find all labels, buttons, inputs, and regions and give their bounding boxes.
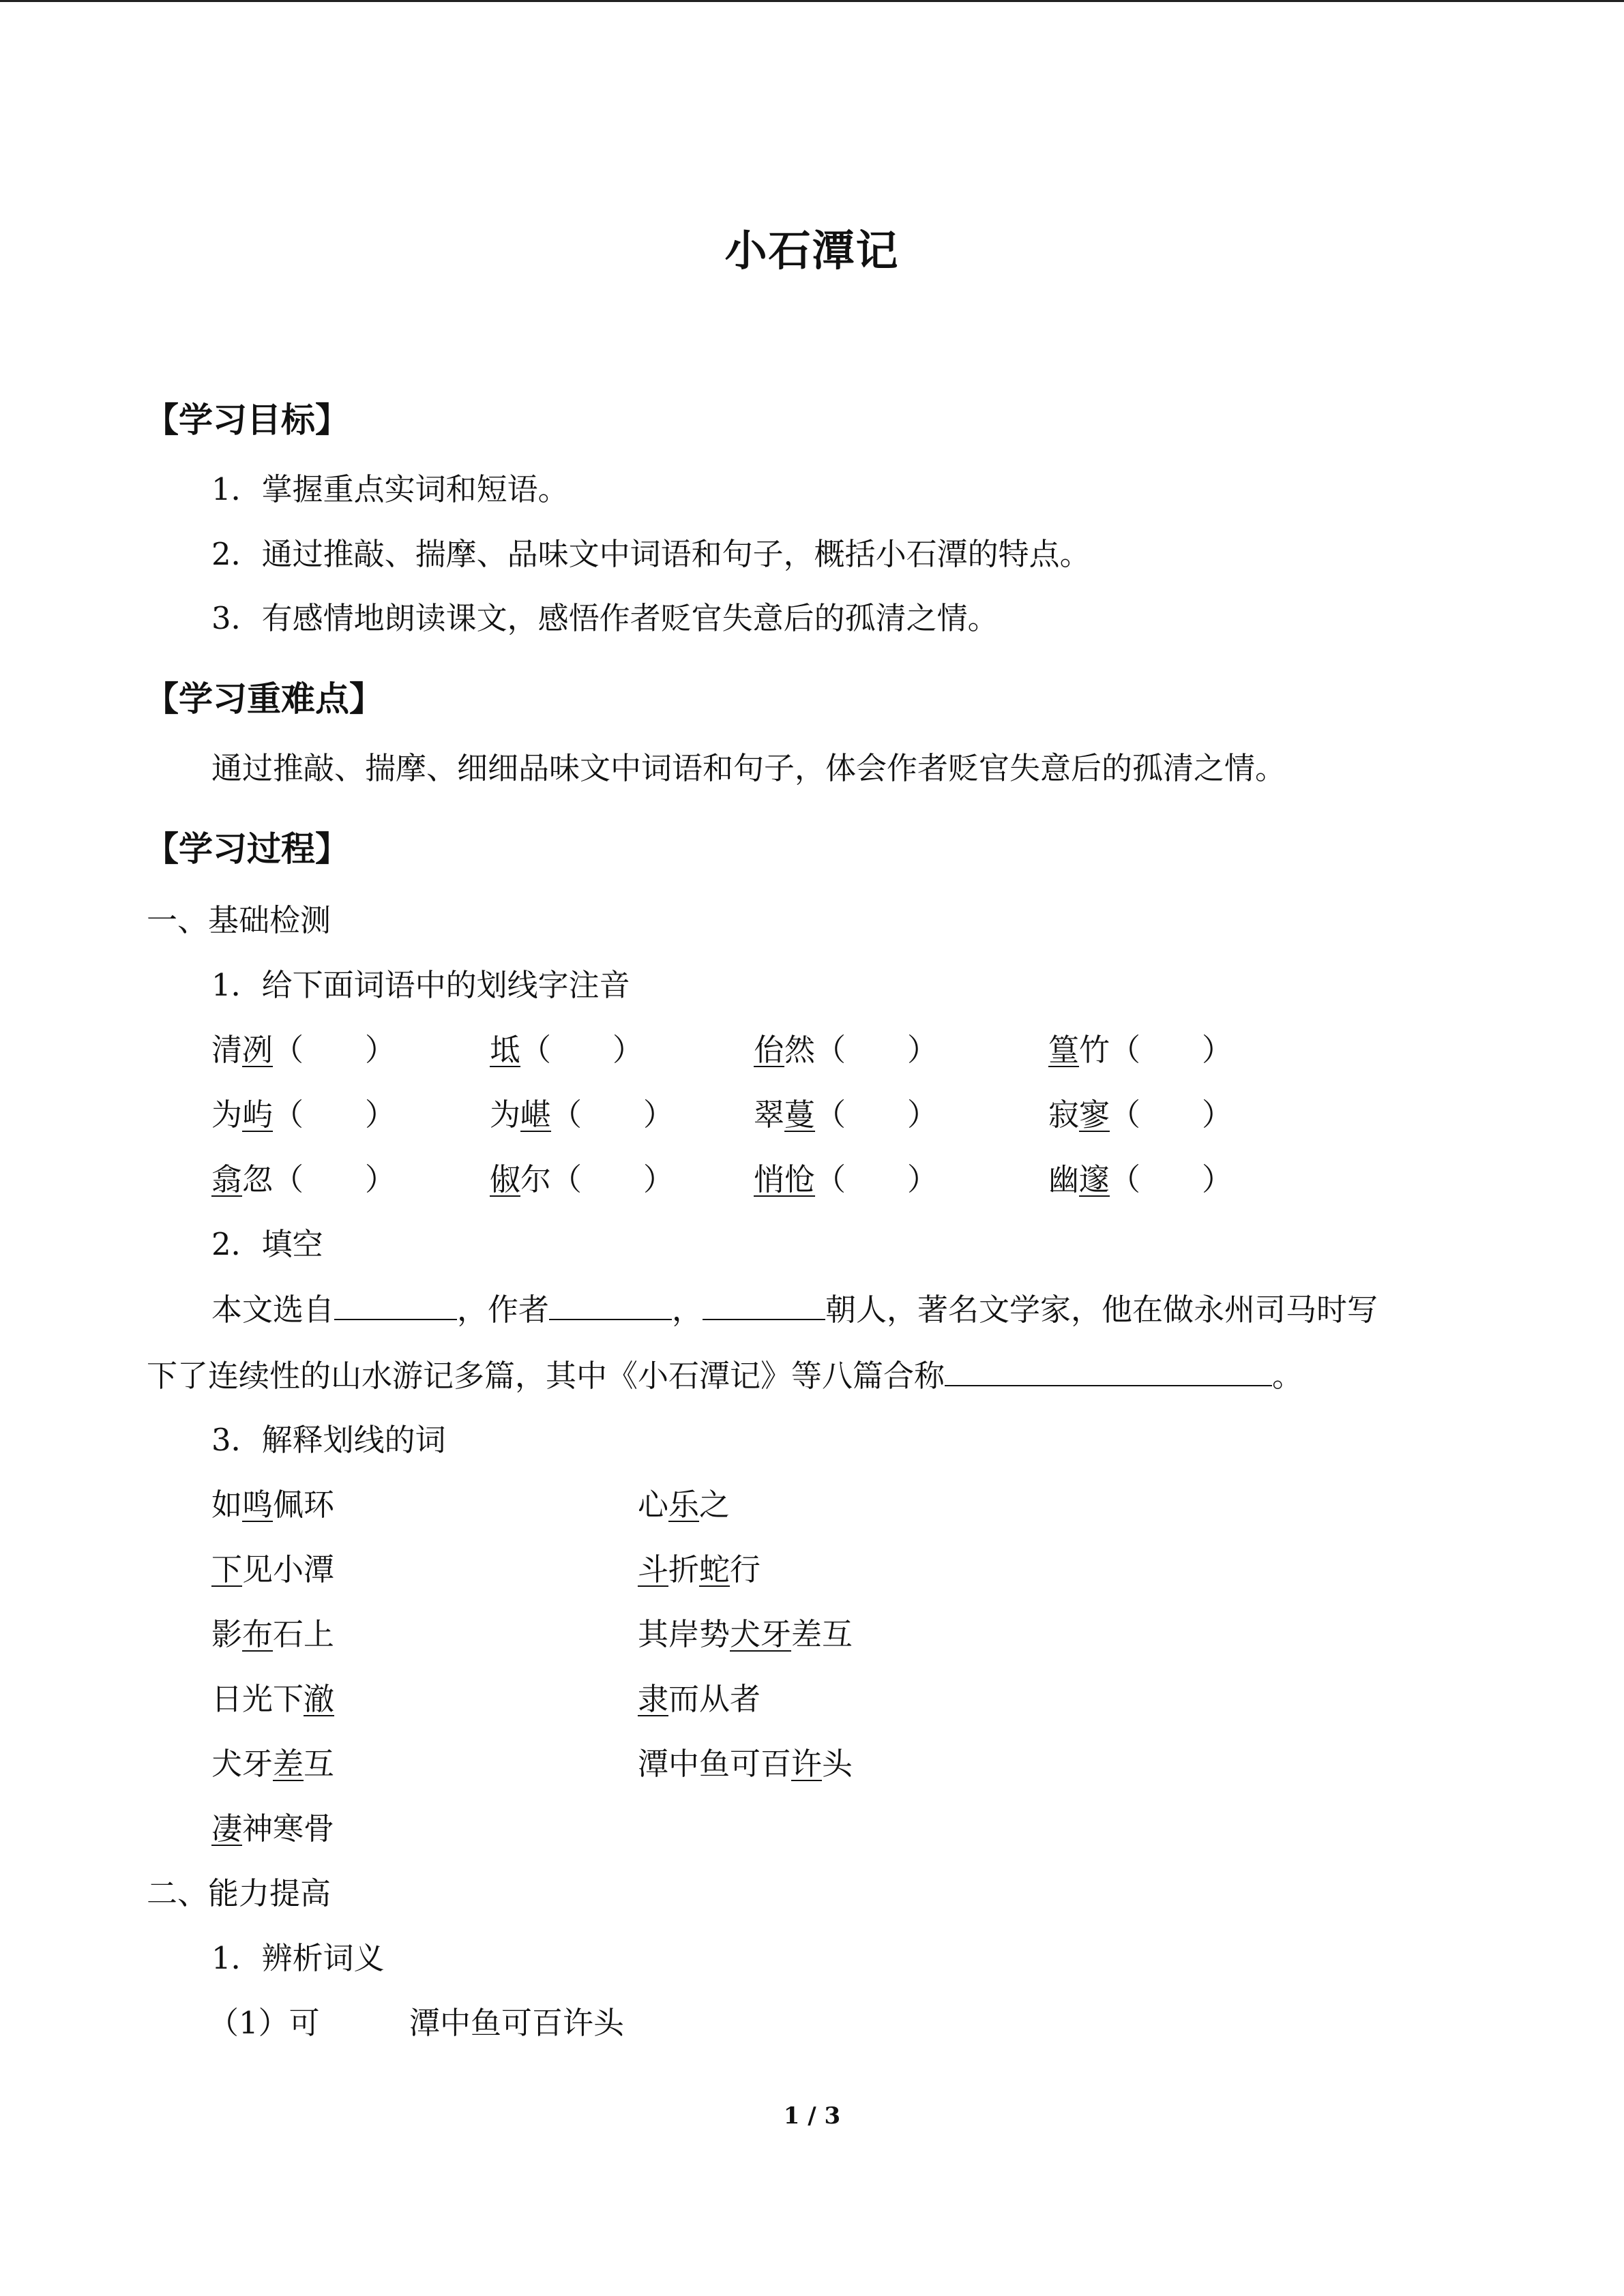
blank-dynasty[interactable] <box>703 1289 825 1320</box>
phrase-text: 差互 <box>791 1616 853 1652</box>
underlined-word: 凄 <box>211 1810 243 1847</box>
phrase-text: 日光下 <box>211 1681 304 1717</box>
goal-item-3: 3．有感情地朗读课文，感悟作者贬官失意后的孤清之情。 <box>211 600 999 636</box>
underlined-word: 澈 <box>304 1681 335 1717</box>
answer-parentheses[interactable]: （ ） <box>520 1032 644 1068</box>
underlined-char: 篁 <box>1048 1032 1080 1068</box>
blank-source[interactable] <box>334 1289 457 1320</box>
question-4-1-text: 潭中鱼可百许头 <box>409 2005 625 2041</box>
pinyin-item <box>211 1159 396 1200</box>
top-border-line <box>0 0 1624 2</box>
underlined-word: 蛇 <box>699 1551 730 1587</box>
underlined-char: 俶 <box>490 1161 521 1197</box>
answer-parentheses[interactable]: （ ） <box>815 1097 939 1133</box>
word-text: 寂 <box>1048 1097 1080 1133</box>
underlined-char: 屿 <box>242 1097 274 1133</box>
answer-parentheses[interactable]: （ ） <box>815 1161 939 1197</box>
explain-phrase <box>638 1679 761 1720</box>
phrase-text: 头 <box>822 1746 853 1782</box>
pinyin-item <box>754 1030 938 1071</box>
underlined-word: 布 <box>242 1616 274 1652</box>
answer-parentheses[interactable]: （ ） <box>273 1161 396 1197</box>
underlined-word: 鸣 <box>242 1487 274 1523</box>
explain-phrase <box>211 1614 334 1655</box>
phrase-text: 佩环 <box>273 1487 335 1523</box>
answer-parentheses[interactable]: （ ） <box>551 1097 675 1133</box>
fill-text: 下了连续性的山水游记多篇，其中《小石潭记》等八篇合称 <box>147 1358 945 1394</box>
underlined-char: 嵁 <box>520 1097 552 1133</box>
fill-text: 本文选自 <box>211 1292 335 1328</box>
phrase-text: 犬牙 <box>211 1746 274 1782</box>
answer-parentheses[interactable]: （ ） <box>273 1097 396 1133</box>
word-text: 为 <box>490 1097 521 1133</box>
pinyin-item <box>754 1094 938 1135</box>
section-1-title: 一、基础检测 <box>147 902 331 938</box>
underlined-char: 蔓 <box>784 1097 816 1133</box>
explain-phrase <box>638 1485 730 1525</box>
explain-phrase <box>638 1549 761 1590</box>
fill-line-2 <box>147 1355 1303 1397</box>
underlined-char: 坻 <box>490 1032 521 1068</box>
goal-item-2: 2．通过推敲、揣摩、品味文中词语和句子，概括小石潭的特点。 <box>211 536 1091 572</box>
pinyin-item <box>211 1030 396 1071</box>
pinyin-item <box>1048 1094 1232 1135</box>
key-points-heading: 【学习重难点】 <box>145 679 383 719</box>
word-text: 竹 <box>1079 1032 1110 1068</box>
explain-phrase <box>211 1549 334 1590</box>
pinyin-item <box>490 1030 643 1071</box>
phrase-text: 互 <box>304 1746 335 1782</box>
page-title: 小石潭记 <box>724 226 900 275</box>
page-number: 1 / 3 <box>783 2102 841 2130</box>
word-text: 尔 <box>520 1161 552 1197</box>
underlined-char: 佁 <box>754 1032 785 1068</box>
fill-text: ， <box>672 1292 703 1328</box>
underlined-char: 悄怆 <box>754 1161 816 1197</box>
fill-text: 朝人，著名文学家，他在做永州司马时写 <box>825 1292 1378 1328</box>
phrase-text: 如 <box>211 1487 243 1523</box>
pinyin-item <box>1048 1030 1232 1071</box>
phrase-text: 而从者 <box>668 1681 761 1717</box>
answer-parentheses[interactable]: （ ） <box>1110 1032 1233 1068</box>
underlined-word: 斗 <box>638 1551 669 1587</box>
word-text: 然 <box>784 1032 816 1068</box>
phrase-text: 心 <box>638 1487 669 1523</box>
underlined-word: 乐 <box>668 1487 700 1523</box>
explain-phrase <box>638 1614 853 1655</box>
question-3-title: 3．解释划线的词 <box>211 1422 446 1458</box>
underlined-char: 寥 <box>1079 1097 1110 1133</box>
phrase-text: 其岸势 <box>638 1616 730 1652</box>
phrase-text: 之 <box>699 1487 730 1523</box>
explain-phrase <box>211 1744 334 1785</box>
blank-collection-name[interactable] <box>945 1355 1272 1386</box>
underlined-word: 犬牙 <box>730 1616 792 1652</box>
phrase-text: 影 <box>211 1616 243 1652</box>
question-4-1-label: （1）可 <box>208 2005 320 2041</box>
word-text: 清 <box>211 1032 243 1068</box>
answer-parentheses[interactable]: （ ） <box>273 1032 396 1068</box>
underlined-char: 冽 <box>242 1032 274 1068</box>
word-text: 为 <box>211 1097 243 1133</box>
pinyin-item <box>754 1159 938 1200</box>
phrase-text: 见小潭 <box>242 1551 335 1587</box>
question-2-title: 2．填空 <box>211 1226 323 1262</box>
answer-parentheses[interactable]: （ ） <box>1110 1097 1233 1133</box>
fill-text: ，作者 <box>457 1292 550 1328</box>
phrase-text: 潭中鱼可百 <box>638 1746 792 1782</box>
pinyin-item <box>1048 1159 1232 1200</box>
phrase-text: 折 <box>668 1551 700 1587</box>
underlined-word: 隶 <box>638 1681 669 1717</box>
answer-parentheses[interactable]: （ ） <box>1110 1161 1233 1197</box>
explain-phrase <box>638 1744 853 1785</box>
phrase-text: 神寒骨 <box>242 1810 335 1847</box>
key-points-text: 通过推敲、揣摩、细细品味文中词语和句子，体会作者贬官失意后的孤清之情。 <box>211 750 1286 786</box>
explain-phrase <box>211 1679 334 1720</box>
explain-phrase <box>211 1808 334 1849</box>
question-1-title: 1．给下面词语中的划线字注音 <box>211 967 630 1003</box>
question-4-title: 1．辨析词义 <box>211 1940 385 1976</box>
word-text: 翠 <box>754 1097 785 1133</box>
underlined-word: 许 <box>791 1746 823 1782</box>
pinyin-item <box>490 1159 674 1200</box>
pinyin-item <box>490 1094 674 1135</box>
phrase-text: 行 <box>730 1551 761 1587</box>
underlined-char: 邃 <box>1079 1161 1110 1197</box>
process-heading: 【学习过程】 <box>145 829 349 869</box>
section-2-title: 二、能力提高 <box>147 1875 331 1911</box>
underlined-word: 下 <box>211 1551 243 1587</box>
goal-item-1: 1．掌握重点实词和短语。 <box>211 471 569 507</box>
blank-author[interactable] <box>549 1289 672 1320</box>
word-text: 幽 <box>1048 1161 1080 1197</box>
explain-phrase <box>211 1485 334 1525</box>
underlined-word: 差 <box>273 1746 304 1782</box>
underlined-char: 翕 <box>211 1161 243 1197</box>
word-text: 忽 <box>242 1161 274 1197</box>
answer-parentheses[interactable]: （ ） <box>815 1032 939 1068</box>
answer-parentheses[interactable]: （ ） <box>551 1161 675 1197</box>
fill-line-1 <box>211 1289 1378 1330</box>
goals-heading: 【学习目标】 <box>145 400 349 440</box>
phrase-text: 石上 <box>273 1616 335 1652</box>
pinyin-item <box>211 1094 396 1135</box>
fill-text: 。 <box>1272 1358 1303 1394</box>
